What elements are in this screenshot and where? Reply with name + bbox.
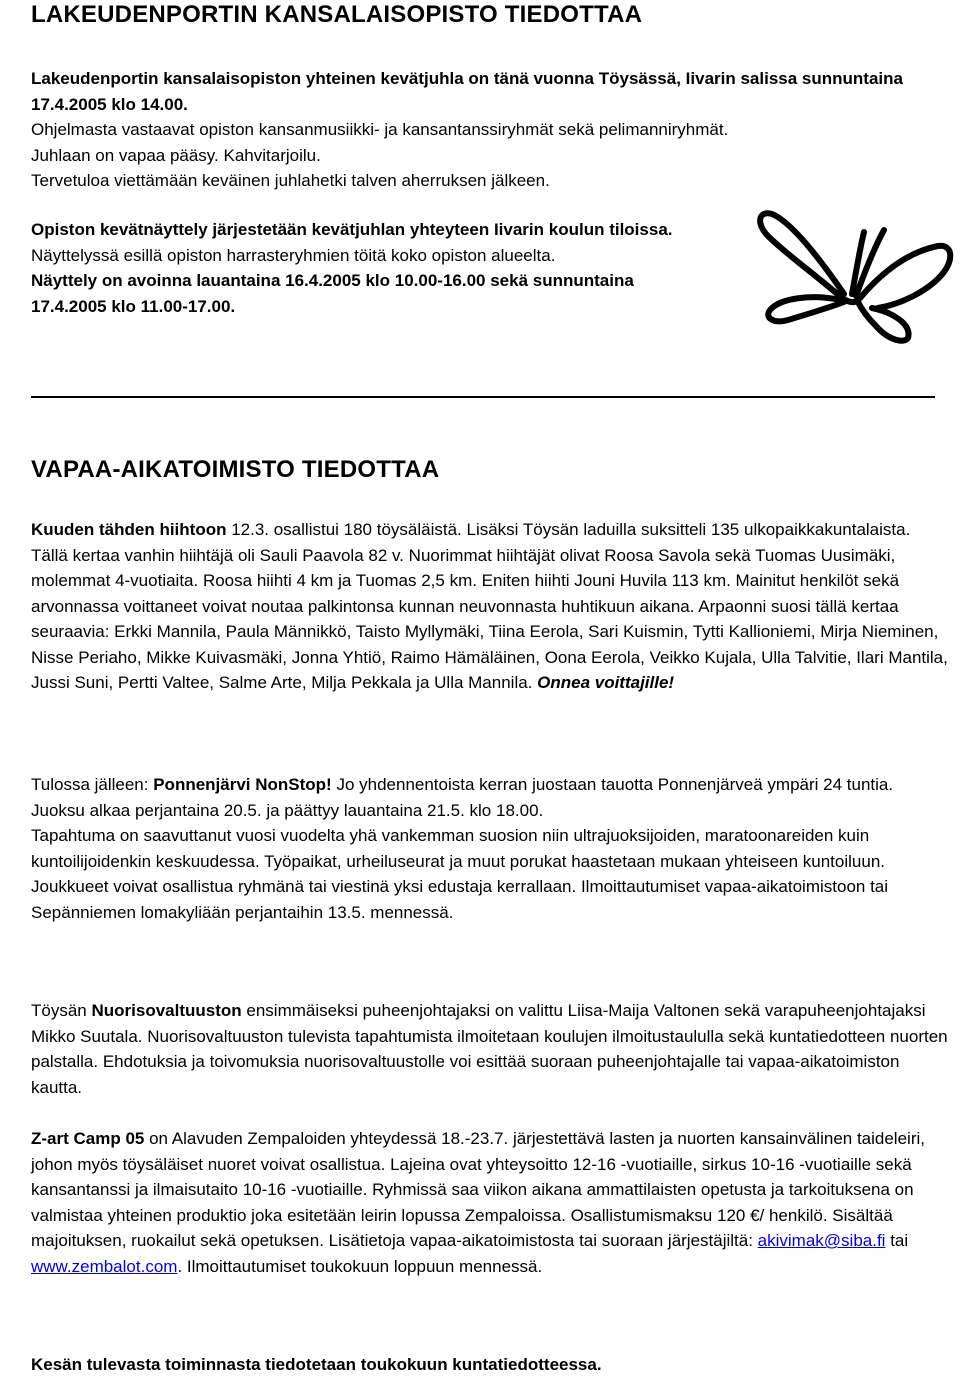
nonstop-text: Jo yhdennentoista kerran juostaan tauotta Ponnenjärveä ympäri 24 tuntia. Juoksu alkaa perjantaina 20.5. ja päättyy lauantaina 21.5. klo 18.00. [31, 775, 894, 820]
section-divider [31, 396, 935, 398]
youth-text: ensimmäiseksi puheenjohtajaksi on valittu Liisa-Maija Valtonen sekä varapuheenjohtajaksi Mikko Suutala. Nuorisovaltuuston tulevista tapahtumista ilmoitetaan koulujen ilmoitustaululla sekä kuntatiedotteen nuorten palstalla. Ehdotuksia ja toivomuksia nuorisovaltuustolle voi esittää suoraan puheenjohtajalle tai vapaa-aikatoimiston kautta. [31, 1001, 948, 1097]
ski-event-notice [31, 517, 951, 696]
exhibition-notice [31, 217, 711, 319]
youth-pre: Töysän [31, 1001, 92, 1020]
zart-mid: tai [885, 1231, 909, 1250]
program-line: Ohjelmasta vastaavat opiston kansanmusiikki- ja kansantanssiryhmät sekä pelimanniryhmät. [31, 120, 729, 139]
zart-camp-notice [31, 1126, 951, 1279]
welcome-line: Tervetuloa viettämään keväinen juhlahetki talven aherruksen jälkeen. [31, 171, 550, 190]
youth-council-notice [31, 998, 951, 1100]
footer-notice [31, 1352, 951, 1378]
footer-text: Kesän tulevasta toiminnasta tiedotetaan toukokuun kuntatiedotteessa. [31, 1355, 602, 1374]
nonstop-notice [31, 772, 951, 925]
exhibition-hours: Näyttely on avoinna lauantaina 16.4.2005 klo 10.00-16.00 sekä sunnuntaina 17.4.2005 klo 11.00-17.00. [31, 271, 634, 316]
zart-end: . Ilmoittautumiset toukokuun loppuun mennessä. [177, 1256, 543, 1276]
admission-line: Juhlaan on vapaa pääsy. Kahvitarjoilu. [31, 145, 321, 165]
nonstop-pre: Tulossa jälleen: [31, 775, 154, 794]
congrats-text: Onnea voittajille! [537, 673, 675, 692]
spring-party-notice [31, 66, 931, 194]
butterfly-icon [752, 202, 960, 344]
ski-event-text: 12.3. osallistui 180 töysäläistä. Lisäksi Töysän laduilla suksitteli 135 ulkopaikkakuntalaista. Tällä kertaa vanhin hiihtäjä oli Sauli Paavola 82 v. Nuorimmat hiihtäjät olivat Roosa Savola sekä Tuomas Uusimäki, molemmat 4-vuotiaita. Roosa hiihti 4 km ja Tuomas 2,5 km. Eniten hiihti Jouni Huvila 113 km. Mainitut henkilöt sekä arvonnassa voittaneet voivat noutaa palkintonsa kunnan neuvonnasta huhtikuun aikana. Arpaonni suosi tällä kertaa seuraavia: Erkki Mannila, Paula Männikkö, Taisto Myllymäki, Tiina Eerola, Sari Kuismin, Tytti Kallioniemi, Mirja Nieminen, Nisse Periaho, Mikke Kuivasmäki, Jonna Yhtiö, Raimo Hämäläinen, Oona Eerola, Veikko Kujala, Ulla Talvitie, Ilari Mantila, Jussi Suni, Pertti Valtee, Salme Arte, Milja Pekkala ja Ulla Mannila. [31, 520, 948, 692]
section-title-vapaa-aikatoimisto: VAPAA-AIKATOIMISTO TIEDOTTAA [31, 456, 440, 483]
email-link[interactable]: akivimak@siba.fi [757, 1231, 886, 1250]
zart-camp-title: Z-art Camp 05 [31, 1129, 145, 1148]
website-link[interactable]: www.zembalot.com [31, 1256, 178, 1276]
nonstop-details: Tapahtuma on saavuttanut vuosi vuodelta yhä vankemman suosion niin ultrajuoksijoiden, maratoonareiden kuin kuntoilijoidenkin keskuudessa. Työpaikat, urheiluseurat ja muut porukat haastetaan mukaan yhteiseen kuntoiluun. Joukkueet voivat osallistua ryhmänä tai viestinä yksi edustaja kerrallaan. Ilmoittautumiset vapaa-aikatoimistoon tai Sepänniemen lomakyliään perjantaihin 13.5. mennessä. [31, 826, 889, 922]
youth-council-title: Nuorisovaltuuston [91, 1001, 242, 1020]
spring-party-bold: Lakeudenportin kansalaisopiston yhteinen kevätjuhla on tänä vuonna Töysässä, Iivarin salissa sunnuntaina 17.4.2005 klo 14.00. [31, 69, 903, 114]
section-title-kansalaisopisto: LAKEUDENPORTIN KANSALAISOPISTO TIEDOTTAA [31, 1, 643, 28]
exhibition-bold: Opiston kevätnäyttely järjestetään kevätjuhlan yhteyteen Iivarin koulun tiloissa. [31, 220, 673, 239]
nonstop-title: Ponnenjärvi NonStop! [153, 775, 332, 794]
exhibition-text: Näyttelyssä esillä opiston harrasteryhmien töitä koko opiston alueelta. [31, 245, 556, 265]
ski-event-title: Kuuden tähden hiihtoon [31, 520, 227, 539]
zart-text: on Alavuden Zempaloiden yhteydessä 18.-23.7. järjestettävä lasten ja nuorten kansainvälinen taideleiri, johon myös töysäläiset nuoret voivat osallistua. Lajeina ovat yhteysoitto 12-16 -vuotiaille, sirkus 10-16 -vuotiaille sekä kansantanssi ja ilmaisutaito 10-16 -vuotiaille. Ryhmissä saa viikon aikana ammattilaisten opetusta ja tarkoituksena on valmistaa yhteinen produktio joka esitetään leirin lopussa Zempaloissa. Osallistumismaksu 120 €/ henkilö. Sisältää majoituksen, ruokailut sekä opetuksen. Lisätietoja vapaa-aikatoimistosta tai suoraan järjestäjiltä: [31, 1129, 925, 1250]
